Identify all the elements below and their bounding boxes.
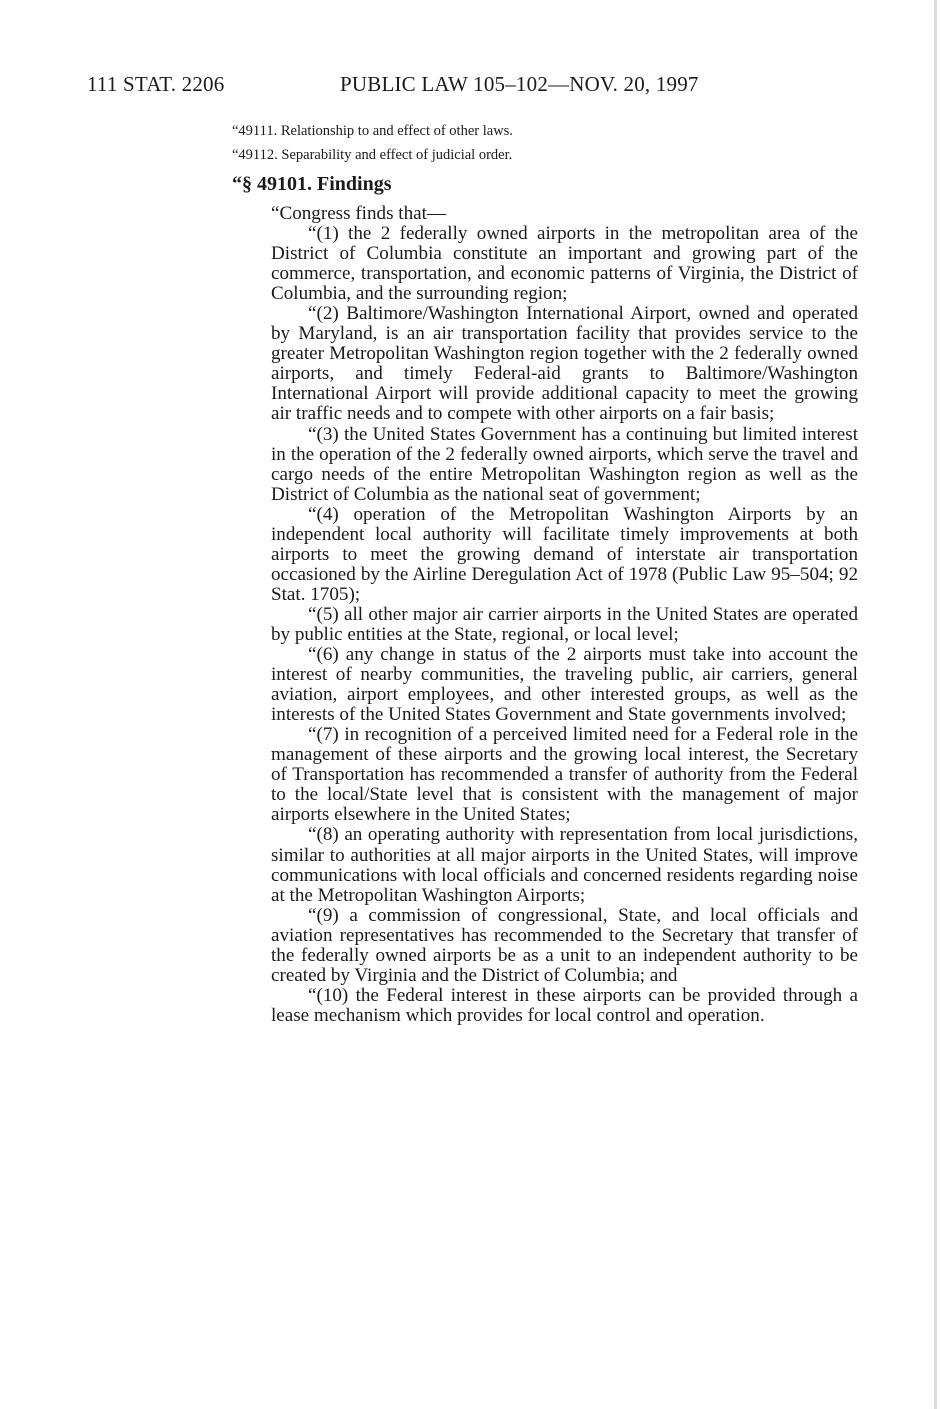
running-header <box>87 72 787 100</box>
finding-paragraph: “(5) all other major air carrier airports in the United States are operated by public entities at the State, regional, or local level; <box>271 603 858 645</box>
page-edge-shadow <box>934 0 937 1409</box>
finding-paragraph: “(10) the Federal interest in these airports can be provided through a lease mechanism which provides for local control and operation. <box>271 984 858 1026</box>
finding-paragraph: “(4) operation of the Metropolitan Washington Airports by an independent local authority will facilitate timely improvements at both airports to meet the growing demand of interstate air transportation occasioned by the Airline Deregulation Act of 1978 (Public Law 95–504; 92 Stat. 1705); <box>271 503 858 605</box>
finding-paragraph: “(9) a commission of congressional, State, and local officials and aviation representatives has recommended to the Secretary that transfer of the federally owned airports be as a unit to an independent authority to be created by Virginia and the District of Columbia; and <box>271 904 858 986</box>
findings-intro: “Congress finds that— <box>271 203 447 224</box>
section-table-of-contents <box>232 119 792 167</box>
public-law-citation: PUBLIC LAW 105–102—NOV. 20, 1997 <box>340 72 699 96</box>
finding-paragraph: “(8) an operating authority with representation from local jurisdictions, similar to authorities at all major airports in the United States, will improve communications with local officials and concerned residents regarding noise at the Metropolitan Washington Airports; <box>271 824 858 906</box>
toc-entry: “49112. Separability and effect of judicial order. <box>232 147 513 163</box>
finding-paragraph: “(1) the 2 federally owned airports in the metropolitan area of the District of Columbia constitute an important and growing part of the commerce, transportation, and economic patterns of Virginia, the District of Columbia, and the surrounding region; <box>271 223 858 305</box>
finding-paragraph: “(6) any change in status of the 2 airports must take into account the interest of nearby communities, the traveling public, air carriers, general aviation, airport employees, and other interested groups, as well as the interests of the United States Government and State governments involved; <box>271 644 858 726</box>
finding-paragraph: “(2) Baltimore/Washington International Airport, owned and operated by Maryland, is an air transportation facility that provides service to the greater Metropolitan Washington region together with the 2 federally owned airports, and timely Federal-aid grants to Baltimore/Washington International Airport will provide additional capacity to meet the growing air traffic needs and to compete with other airports on a fair basis; <box>271 303 858 425</box>
toc-entry: “49111. Relationship to and effect of other laws. <box>232 123 513 139</box>
section-heading: “§ 49101. Findings <box>232 173 392 195</box>
section-body <box>271 204 858 1026</box>
finding-paragraph: “(7) in recognition of a perceived limited need for a Federal role in the management of these airports and the growing local interest, the Secretary of Transportation has recommended a transfer of authority from the Federal to the local/State level that is consistent with the management of major airports elsewhere in the United States; <box>271 724 858 826</box>
statute-citation: 111 STAT. 2206 <box>87 72 225 96</box>
finding-paragraph: “(3) the United States Government has a continuing but limited interest in the operation of the 2 federally owned airports, which serve the travel and cargo needs of the entire Metropolitan Washington region as well as the District of Columbia as the national seat of government; <box>271 423 858 505</box>
